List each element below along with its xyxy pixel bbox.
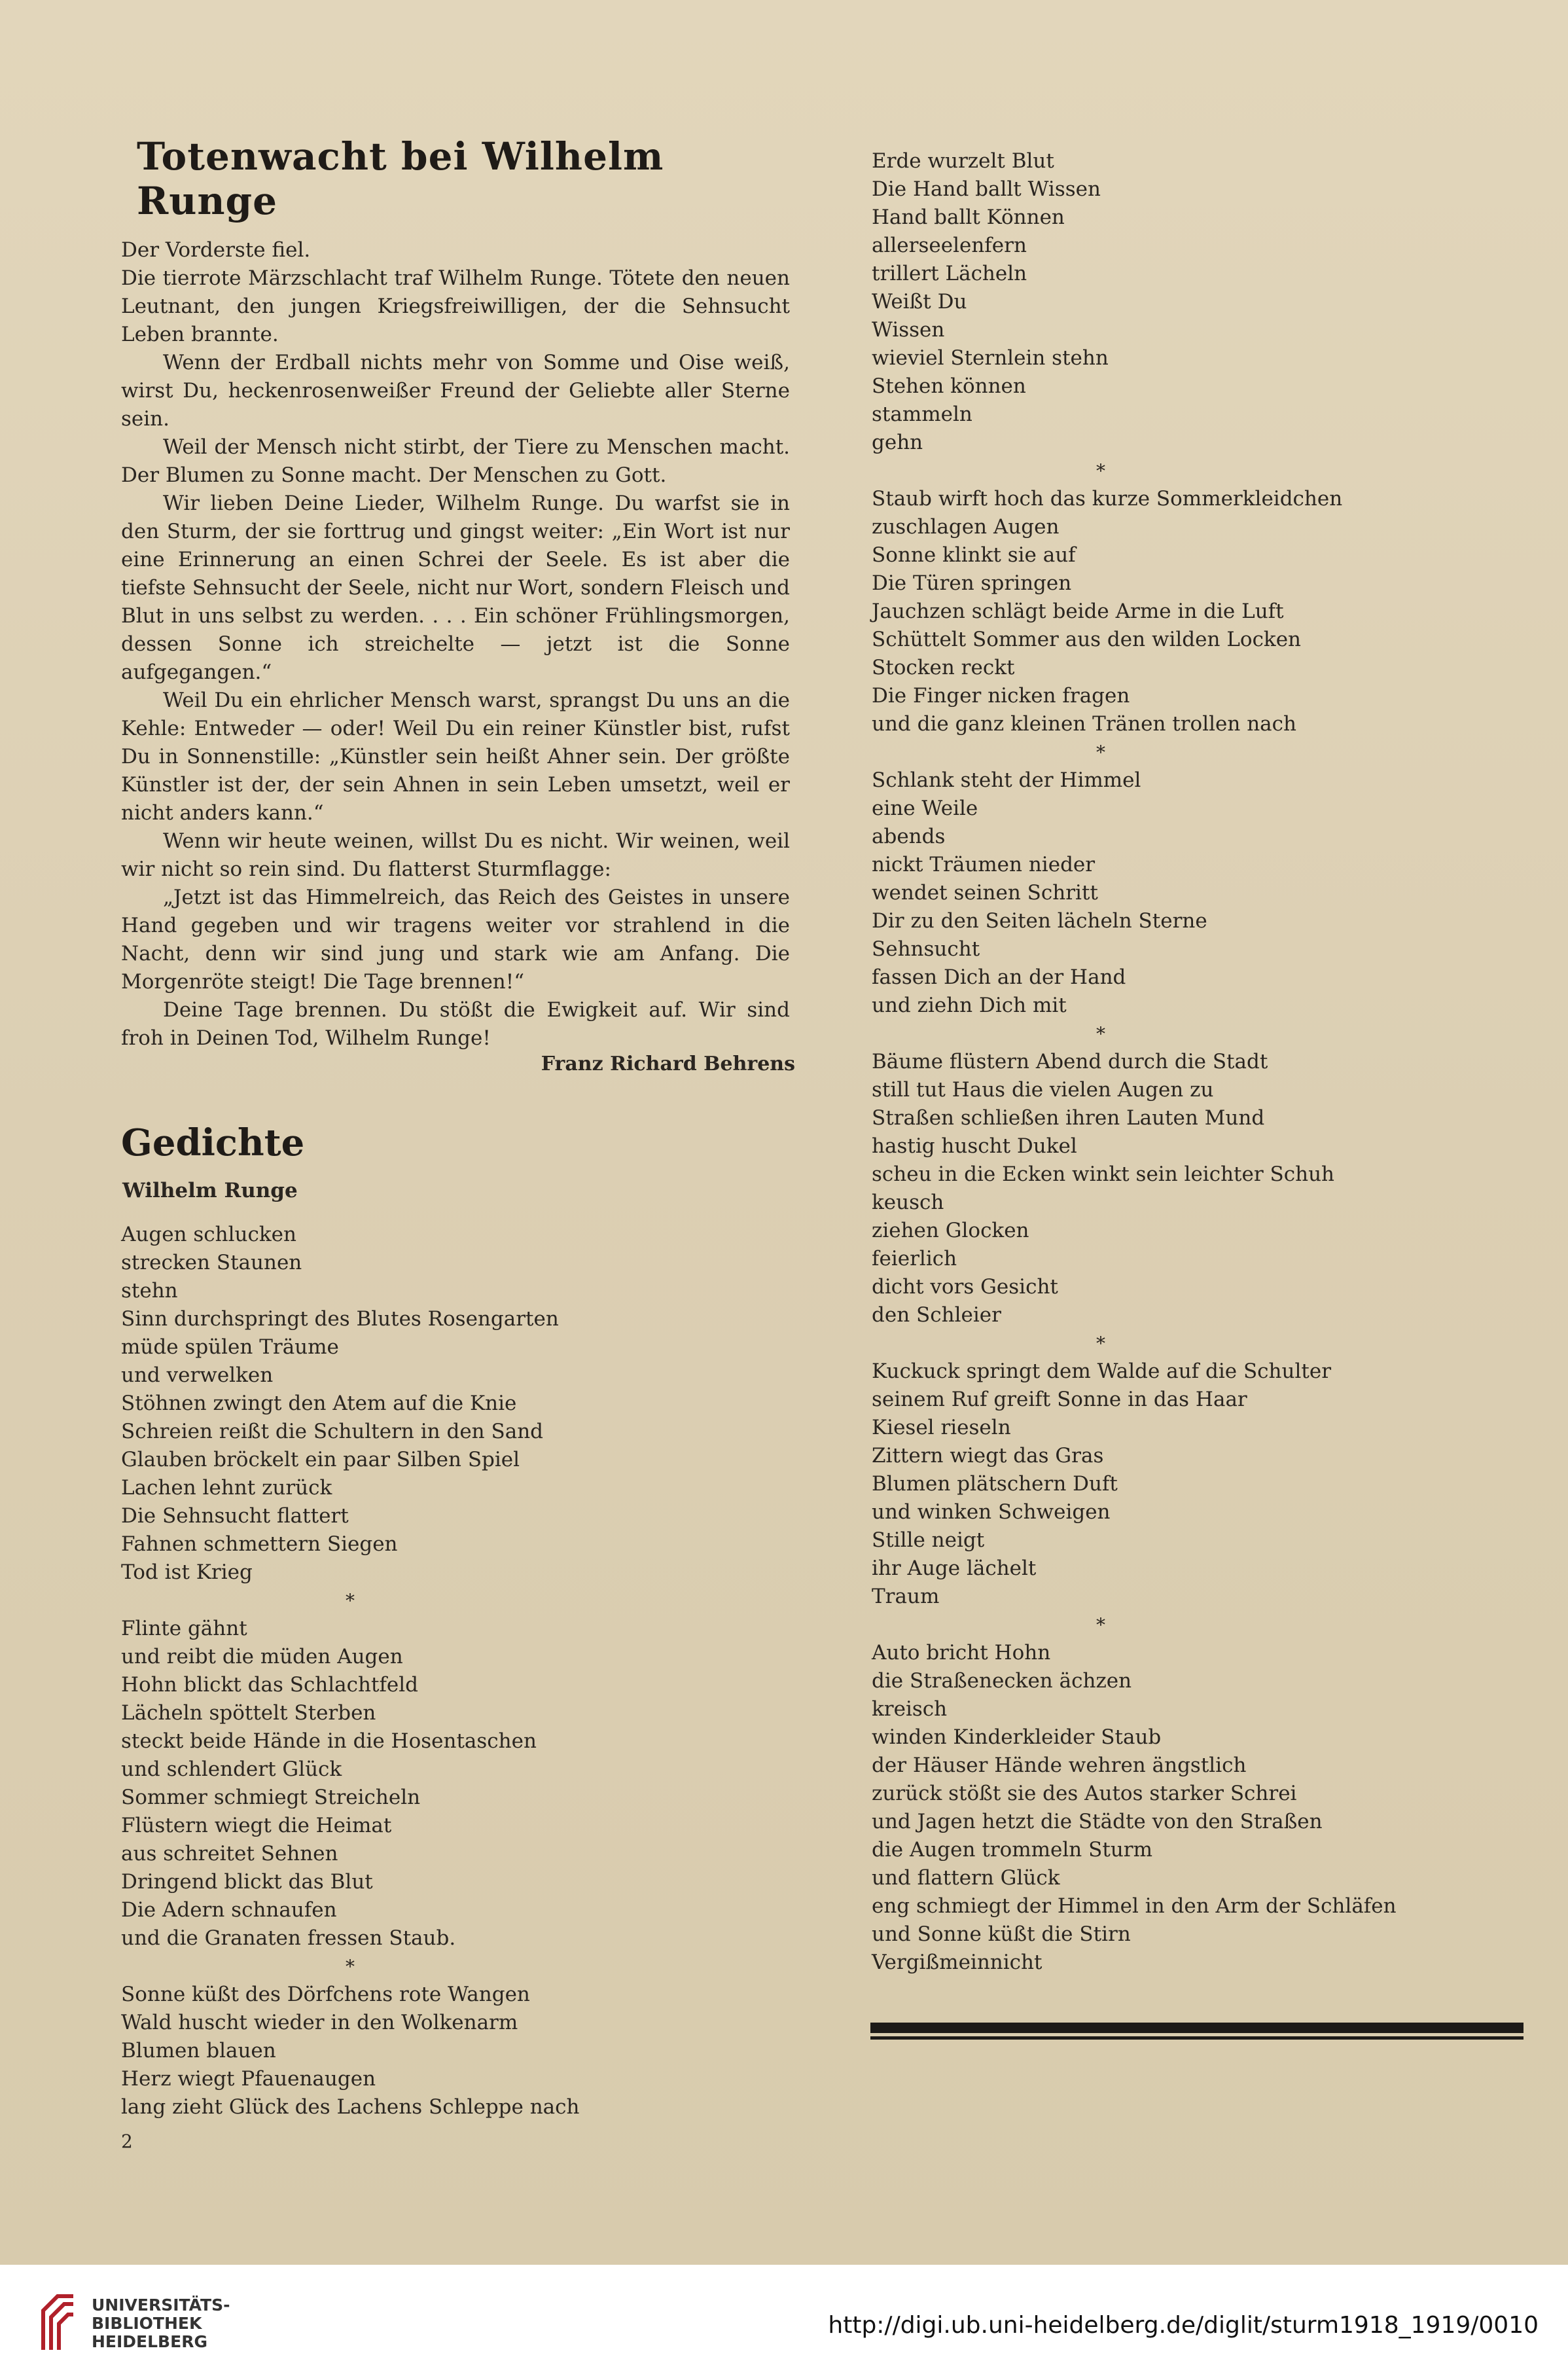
poem-line: die Straßenecken ächzen [872,1669,1132,1693]
poem-line: seinem Ruf greift Sonne in das Haar [872,1388,1247,1411]
poem-line: still tut Haus die vielen Augen zu [872,1078,1214,1102]
right-column [872,147,1526,1977]
poem-line: Kuckuck springt dem Walde auf die Schulter [872,1360,1332,1383]
poem-line: Die Türen springen [872,571,1072,595]
poem-line: Tod ist Krieg [121,1560,253,1584]
decorative-rule [870,2023,1523,2040]
poem-line: Weißt Du [872,290,967,314]
poem-line: Vergißmeinnicht [872,1951,1042,1974]
poem-line: Kiesel rieseln [872,1416,1011,1439]
poem-line: stehn [121,1279,178,1303]
poem-stanza [872,1639,1526,1977]
stanza-separator: * [1096,742,1105,763]
poem-line: winden Kinderkleider Staub [872,1725,1162,1749]
poem-line: Zittern wiegt das Gras [872,1444,1104,1468]
poem-line: Die Finger nicken fragen [872,684,1130,708]
poem-line: fassen Dich an der Hand [872,965,1126,989]
poem-line: Hohn blickt das Schlachtfeld [121,1673,419,1697]
library-logo-icon [38,2291,79,2354]
poem-line: den Schleier [872,1303,1001,1327]
poem-line: ihr Auge lächelt [872,1557,1037,1580]
article-body [121,236,802,1053]
poem-line: der Häuser Hände wehren ängstlich [872,1754,1247,1777]
poem-line: aus schreitet Sehnen [121,1842,338,1865]
poem-line: feierlich [872,1247,957,1270]
stanza-separator: * [346,1590,355,1612]
poem-line: lang zieht Glück des Lachens Schleppe nach [121,2095,580,2119]
poem-line: Die Adern schnaufen [121,1898,337,1922]
poem-stanza [872,147,1526,457]
footer [0,2265,1568,2378]
article-paragraph: Der Vorderste fiel. [121,238,311,262]
poem-line: und winken Schweigen [872,1500,1111,1524]
section-title: Gedichte [121,1121,305,1164]
poem-line: zurück stößt sie des Autos starker Schrei [872,1782,1297,1805]
poem-line: müde spülen Träume [121,1335,339,1359]
left-column [121,134,802,2152]
poem-line: Blumen plätschern Duft [872,1472,1118,1496]
poem-line: ziehen Glocken [872,1219,1029,1242]
poem-line: strecken Staunen [121,1251,302,1274]
poem-line: Stocken reckt [872,656,1015,679]
right-poems [872,147,1526,1977]
poem-stanza [872,1048,1526,1329]
poem-line: Herz wiegt Pfauenaugen [121,2067,376,2091]
poem-line: Auto bricht Hohn [872,1641,1051,1665]
poem-line: Schreien reißt die Schultern in den Sand [121,1420,544,1443]
poem-line: Schüttelt Sommer aus den wilden Locken [872,628,1302,651]
poem-line: trillert Lächeln [872,262,1027,285]
poem-line: steckt beide Hände in die Hosentaschen [121,1729,537,1753]
poem-line: Stille neigt [872,1528,985,1552]
poem-line: und die Granaten fressen Staub. [121,1926,456,1950]
poem-line: Stöhnen zwingt den Atem auf die Knie [121,1392,517,1415]
poem-line: Fahnen schmettern Siegen [121,1532,398,1556]
article-paragraph: Wenn wir heute weinen, willst Du es nicht. Wir weinen, weil wir nicht so rein sind. Du flatterst Sturmflagge: [121,829,790,881]
rule-thin [870,2036,1523,2040]
poem-line: Erde wurzelt Blut [872,149,1054,173]
poem-line: Dir zu den Seiten lächeln Sterne [872,909,1207,933]
library-name-line: BIBLIOTHEK [92,2314,202,2333]
poem-line: Wissen [872,318,945,342]
poem-line: Sonne klinkt sie auf [872,543,1076,567]
stanza-separator: * [346,1956,355,1977]
poem-stanza [121,1615,802,1953]
stanza-separator: * [1096,1614,1105,1636]
poem-stanza [872,485,1526,738]
article-paragraph: Weil Du ein ehrlicher Mensch warst, sprangst Du uns an die Kehle: Entweder — oder! Weil Du ein reiner Künstler bist, rufst Du in Sonnenstille: „Künstler sein heißt Ahner sein. Der größte Künstler ist der, der sein Ahnen in sein Leben umsetzt, weil er nicht anders kann.“ [121,689,790,825]
article-paragraph: Die tierrote Märzschlacht traf Wilhelm Runge. Tötete den neuen Leutnant, den jungen Kriegsfreiwilligen, der die Sehnsucht Leben brannte. [121,266,790,346]
poem-line: und flattern Glück [872,1866,1060,1890]
poem-line: und verwelken [121,1363,274,1387]
poem-line: stammeln [872,403,972,426]
poem-line: Schlank steht der Himmel [872,768,1141,792]
poem-line: eng schmiegt der Himmel in den Arm der Schläfen [872,1894,1397,1918]
poem-line: kreisch [872,1697,948,1721]
poem-line: Jauchzen schlägt beide Arme in die Luft [872,600,1284,623]
poem-line: Glauben bröckelt ein paar Silben Spiel [121,1448,520,1471]
poem-line: Lächeln spöttelt Sterben [121,1701,376,1725]
stanza-separator: * [1096,1023,1105,1045]
article-paragraph: Deine Tage brennen. Du stößt die Ewigkeit auf. Wir sind froh in Deinen Tod, Wilhelm Runge! [121,998,790,1050]
poem-line: und ziehn Dich mit [872,994,1067,1017]
poem-line: Augen schlucken [121,1223,296,1246]
poem-line: Lachen lehnt zurück [121,1476,332,1500]
poem-line: Sehnsucht [872,937,980,961]
poem-line: und schlendert Glück [121,1757,342,1781]
library-name-line: UNIVERSITÄTS- [92,2296,230,2315]
poem-line: Staub wirft hoch das kurze Sommerkleidchen [872,487,1343,511]
poem-line: und reibt die müden Augen [121,1645,403,1668]
poem-line: Flüstern wiegt die Heimat [121,1814,392,1837]
poem-line: und die ganz kleinen Tränen trollen nach [872,712,1296,736]
poem-line: gehn [872,431,923,454]
poem-line: Wald huscht wieder in den Wolkenarm [121,2011,518,2034]
poem-line: keusch [872,1191,944,1214]
poem-line: Flinte gähnt [121,1617,247,1640]
poem-line: und Sonne küßt die Stirn [872,1922,1131,1946]
poem-line: Stehen können [872,374,1026,398]
article-paragraph: Wenn der Erdball nichts mehr von Somme und Oise weiß, wirst Du, heckenrosenweißer Freund der Geliebte aller Sterne sein. [121,351,790,431]
poem-line: wieviel Sternlein stehn [872,346,1109,370]
poem-line: hastig huscht Dukel [872,1134,1077,1158]
page-number: 2 [121,2131,133,2152]
library-name-line: HEIDELBERG [92,2332,207,2351]
poem-line: Die Hand ballt Wissen [872,177,1101,201]
poem-line: nickt Träumen nieder [872,853,1096,876]
poem-line: Die Sehnsucht flattert [121,1504,349,1528]
article-paragraph: Weil der Mensch nicht stirbt, der Tiere zu Menschen macht. Der Blumen zu Sonne macht. Der Menschen zu Gott. [121,435,790,487]
poem-line: Hand ballt Können [872,206,1065,229]
poem-line: Dringend blickt das Blut [121,1870,373,1894]
poem-line: Straßen schließen ihren Lauten Mund [872,1106,1265,1130]
left-poems [121,1221,802,2121]
article-paragraph: Wir lieben Deine Lieder, Wilhelm Runge. Du warfst sie in den Sturm, der sie forttrug und gingst weiter: „Ein Wort ist nur eine Erinnerung an einen Schrei der Seele. Es ist aber die tiefste Sehnsucht der Seele, nicht nur Wort, sondern Fleisch und Blut in uns selbst zu werden. . . . Ein schöner Frühlingsmorgen, dessen Sonne ich streichelte — jetzt ist die Sonne aufgegangen.“ [121,492,790,684]
poem-stanza [121,1221,802,1587]
poem-stanza [872,1358,1526,1611]
poem-line: Blumen blauen [121,2039,276,2063]
poem-line: abends [872,825,946,848]
library-name [92,2296,230,2351]
poem-line: die Augen trommeln Sturm [872,1838,1153,1862]
article-paragraph: „Jetzt ist das Himmelreich, das Reich des Geistes in unsere Hand gegeben und wir tragens weiter vor strahlend in die Nacht, denn wir sind jung und stark wie am Anfang. Die Morgenröte steigt! Die Tage brennen!“ [121,886,790,994]
poem-line: scheu in die Ecken winkt sein leichter Schuh [872,1162,1335,1186]
article-signature: Franz Richard Behrens [541,1053,795,1075]
rule-thick [870,2023,1523,2033]
poem-line: Sinn durchspringt des Blutes Rosengarten [121,1307,559,1331]
stanza-separator: * [1096,1333,1105,1354]
poem-line: Sommer schmiegt Streicheln [121,1786,421,1809]
poem-stanza [121,1981,802,2121]
poem-line: zuschlagen Augen [872,515,1060,539]
poem-author: Wilhelm Runge [122,1179,298,1202]
poem-line: wendet seinen Schritt [872,881,1098,905]
poem-line: eine Weile [872,797,978,820]
stanza-separator: * [1096,460,1105,482]
poem-line: dicht vors Gesicht [872,1275,1058,1299]
article-title: Totenwacht bei Wilhelm Runge [137,134,664,223]
poem-stanza [872,766,1526,1020]
poem-line: allerseelenfern [872,234,1027,257]
poem-line: Sonne küßt des Dörfchens rote Wangen [121,1983,530,2006]
poem-line: Bäume flüstern Abend durch die Stadt [872,1050,1268,1073]
source-url-link[interactable]: http://digi.ub.uni-heidelberg.de/diglit/sturm1918_1919/0010 [828,2312,1539,2339]
poem-line: Traum [872,1585,940,1608]
poem-line: und Jagen hetzt die Städte von den Straßen [872,1810,1323,1833]
